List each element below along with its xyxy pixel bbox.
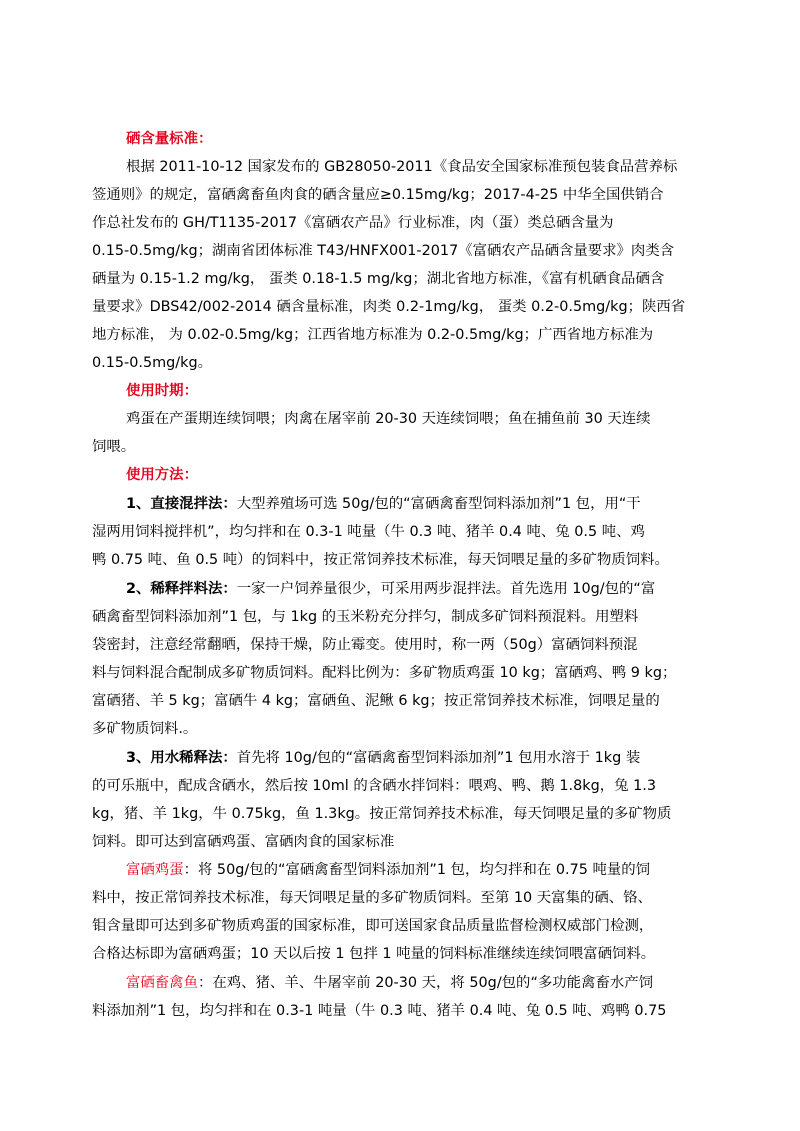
method2-text: 一家一户饲养量很少，可采用两步混拌法。首先选用 10g/包的“富 bbox=[236, 581, 656, 597]
method3-line-4: 饲料。即可达到富硒鸡蛋、富硒肉食的国家标准 bbox=[92, 834, 395, 850]
method3-text: 首先将 10g/包的“富硒禽畜型饲料添加剂”1 包用水溶于 1kg 装 bbox=[236, 750, 641, 766]
method2-line-3: 袋密封，注意经常翻晒，保持干燥，防止霉变。使用时，称一两（50g）富硒饲料预混 bbox=[92, 637, 638, 653]
method2-line-5: 富硒猪、羊 5 kg；富硒牛 4 kg；富硒鱼、泥鳅 6 kg；按正常饲养技术标准，饲喂足量的 bbox=[92, 693, 660, 709]
usage-period-line-2: 饲喂。 bbox=[92, 439, 136, 455]
selenium-livestock-label: 富硒畜禽鱼 bbox=[126, 975, 198, 991]
method3-label: 3、用水稀释法： bbox=[126, 750, 237, 766]
selenium-egg-line-4: 合格达标即为富硒鸡蛋；10 天以后按 1 包拌 1 吨量的饲料标准继续连续饲喂富硒饲料。 bbox=[92, 946, 656, 962]
usage-method-heading: 使用方法： bbox=[126, 467, 198, 483]
method3-line-1 bbox=[126, 745, 712, 772]
method2-line-6: 多矿物质饲料.。 bbox=[92, 721, 198, 737]
method1-line-3: 鸭 0.75 吨、鱼 0.5 吨）的饲料中，按正常饲养技术标准，每天饲喂足量的多矿物质饲料。 bbox=[92, 552, 669, 568]
method1-line-2: 湿两用饲料搅拌机”，均匀拌和在 0.3-1 吨量（牛 0.3 吨、猪羊 0.4 吨、兔 0.5 吨、鸡 bbox=[92, 524, 645, 540]
method1-label: 1、直接混拌法： bbox=[126, 496, 237, 512]
method2-line-4: 料与饲料混合配制成多矿物质饲料。配料比例为：多矿物质鸡蛋 10 kg；富硒鸡、鸭 9 kg； bbox=[92, 665, 677, 681]
selenium-egg-line-2: 料中，按正常饲养技术标准，每天饲喂足量的多矿物质饲料。至第 10 天富集的硒、铬、 bbox=[92, 890, 652, 906]
selenium-livestock-text: ：在鸡、猪、羊、牛屠宰前 20-30 天，将 50g/包的“多功能禽畜水产饲 bbox=[197, 975, 654, 991]
selenium-egg-label: 富硒鸡蛋 bbox=[126, 862, 184, 878]
method2-line-1 bbox=[126, 576, 712, 603]
selenium-livestock-line-1 bbox=[126, 970, 712, 997]
method2-label: 2、稀释拌料法： bbox=[126, 581, 237, 597]
usage-period-line-1: 鸡蛋在产蛋期连续饲喂；肉禽在屠宰前 20-30 天连续饲喂；鱼在捕鱼前 30 天连续 bbox=[126, 411, 651, 427]
selenium-standard-line-8: 0.15-0.5mg/kg。 bbox=[92, 355, 212, 371]
selenium-standard-line-7: 地方标准， 为 0.02-0.5mg/kg；江西省地方标准为 0.2-0.5mg/kg；广西省地方标准为 bbox=[92, 327, 654, 343]
selenium-egg-line-3: 钼含量即可达到多矿物质鸡蛋的国家标准，即可送国家食品质量监督检测权威部门检测， bbox=[92, 918, 654, 934]
selenium-standard-line-2: 签通则》的规定，富硒禽畜鱼肉食的硒含量应≥0.15mg/kg；2017-4-25 中华全国供销合 bbox=[92, 187, 664, 203]
method3-line-3: kg，猪、羊 1kg，牛 0.75kg，鱼 1.3kg。按正常饲养技术标准，每天饲喂足量的多矿物质 bbox=[92, 806, 672, 822]
selenium-standard-line-3: 作总社发布的 GH/T1135-2017《富硒农产品》行业标准，肉（蛋）类总硒含量为 bbox=[92, 215, 614, 231]
selenium-standard-line-4: 0.15-0.5mg/kg；湖南省团体标准 T43/HNFX001-2017《富硒农产品硒含量要求》肉类含 bbox=[92, 243, 675, 259]
selenium-standard-heading: 硒含量标准： bbox=[126, 131, 213, 147]
method2-line-2: 硒禽畜型饲料添加剂”1 包，与 1kg 的玉米粉充分拌匀，制成多矿饲料预混料。用塑料 bbox=[92, 609, 639, 625]
selenium-egg-text: ：将 50g/包的“富硒禽畜型饲料添加剂”1 包，均匀拌和在 0.75 吨量的饲 bbox=[183, 862, 651, 878]
method1-line-1 bbox=[126, 491, 712, 518]
selenium-standard-line-1: 根据 2011-10-12 国家发布的 GB28050-2011《食品安全国家标准预包装食品营养标 bbox=[126, 159, 678, 175]
method3-line-2: 的可乐瓶中，配成含硒水，然后按 10ml 的含硒水拌饲料：喂鸡、鸭、鹅 1.8kg，兔 1.3 bbox=[92, 778, 656, 794]
method1-text: 大型养殖场可选 50g/包的“富硒禽畜型饲料添加剂”1 包，用“干 bbox=[236, 496, 641, 512]
selenium-egg-line-1 bbox=[126, 857, 712, 884]
usage-period-heading: 使用时期： bbox=[126, 383, 198, 399]
selenium-livestock-line-2: 料添加剂”1 包，均匀拌和在 0.3-1 吨量（牛 0.3 吨、猪羊 0.4 吨、兔 0.5 吨、鸡鸭 0.75 bbox=[92, 1003, 667, 1019]
selenium-standard-line-6: 量要求》DBS42/002-2014 硒含量标准，肉类 0.2-1mg/kg， 蛋类 0.2-0.5mg/kg；陕西省 bbox=[92, 299, 686, 315]
selenium-standard-line-5: 硒量为 0.15-1.2 mg/kg， 蛋类 0.18-1.5 mg/kg；湖北省地方标准，《富有机硒食品硒含 bbox=[92, 271, 665, 287]
